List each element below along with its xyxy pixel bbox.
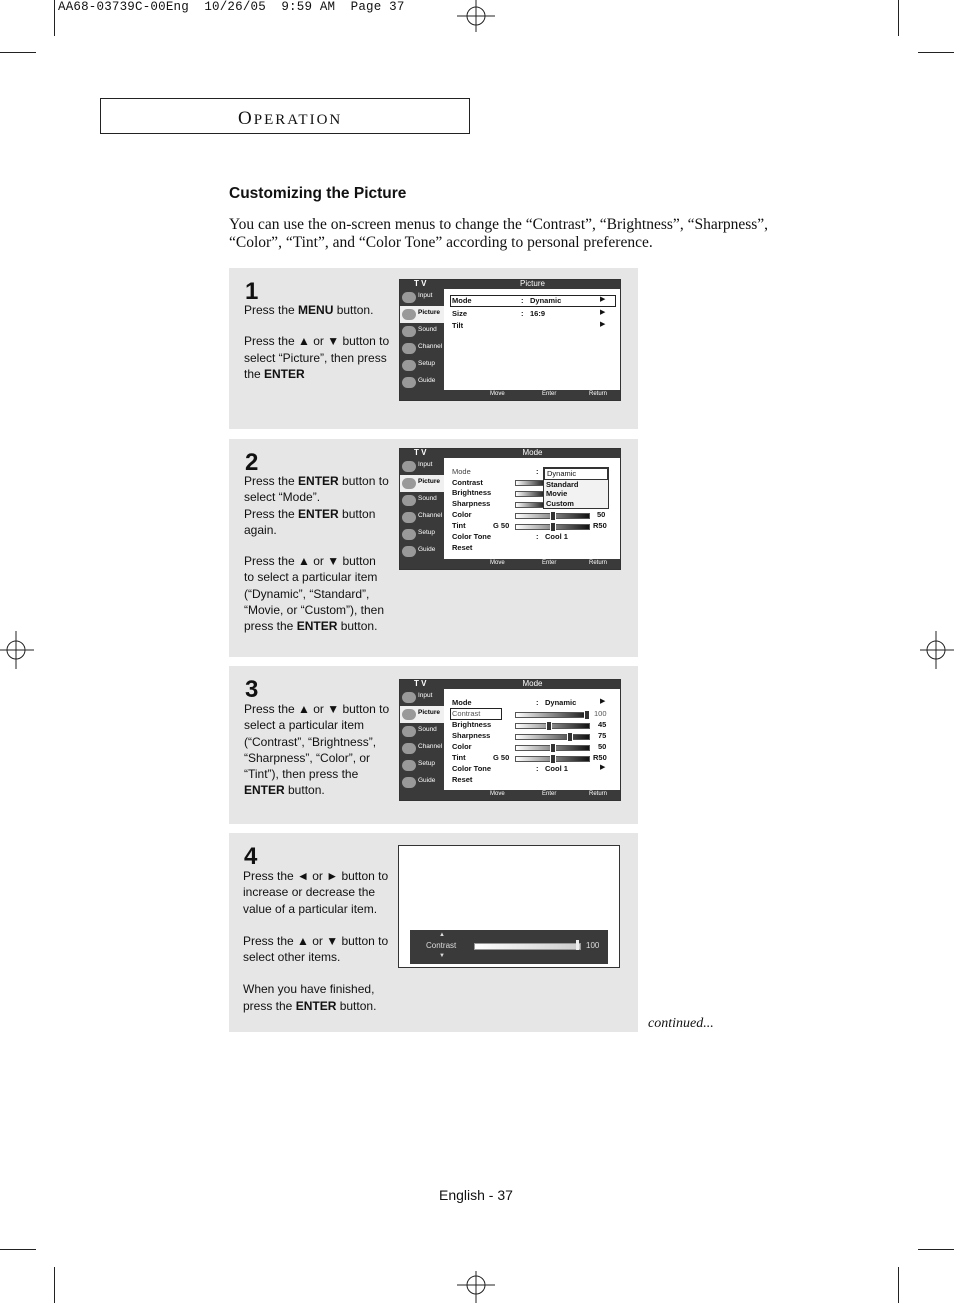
contrast-slider-knob — [584, 710, 590, 720]
sound-icon — [402, 326, 416, 337]
registration-mark-icon — [457, 1265, 495, 1303]
color-slider-knob — [550, 743, 556, 753]
osd-row-sep: : — [521, 296, 524, 305]
right-arrow-icon: ▶ — [600, 296, 606, 303]
osd-footer: Move Enter Return — [400, 790, 620, 800]
input-icon — [402, 692, 416, 703]
page-footer: English - 37 — [439, 1187, 513, 1203]
print-slug: AA68-03739C-00Eng 10/26/05 9:59 AM Page 37 — [58, 0, 405, 14]
osd-row-sep: : — [521, 309, 524, 318]
sidebar-item-sound: Sound — [400, 492, 444, 509]
osd-title-bar: T V Mode — [400, 449, 620, 458]
continued-note: continued... — [648, 1016, 714, 1031]
sidebar-item-input: Input — [400, 458, 444, 475]
dropdown-option: Dynamic — [544, 468, 608, 480]
tint-red-value: R50 — [593, 521, 607, 530]
osd-mode-menu-dropdown — [399, 448, 621, 570]
brightness-slider — [515, 723, 590, 729]
setup-icon — [402, 360, 416, 371]
sidebar-item-guide: Guide — [400, 543, 444, 560]
osd-picture-menu — [399, 279, 621, 401]
osd-contrast-adjust — [398, 845, 620, 968]
sidebar-item-sound: Sound — [400, 723, 444, 740]
dropdown-option: Custom — [546, 498, 574, 508]
brightness-value: 45 — [598, 720, 607, 729]
input-icon — [402, 292, 416, 303]
sidebar-item-input: Input — [400, 289, 444, 306]
sound-icon — [402, 726, 416, 737]
osd-row-value: Dynamic — [530, 296, 562, 305]
intro-paragraph: You can use the on-screen menus to change the “Contrast”, “Brightness”, “Sharpness”, “Color”, “Tint”, and “Color Tone” according to personal preference. — [229, 216, 769, 251]
tint-red-value: R50 — [593, 753, 607, 762]
sidebar-item-channel: Channel — [400, 509, 444, 526]
tint-slider-knob — [550, 522, 556, 532]
step-instructions: Press the ▲ or ▼ button to select a particular item (“Contrast”, “Brightness”, “Sharpness”, “Color”, or “Tint”), then press the ENTER button. — [244, 702, 390, 798]
osd-footer: Move Enter Return — [400, 390, 620, 400]
picture-icon — [402, 478, 416, 489]
sidebar-item-setup: Setup — [400, 757, 444, 774]
tint-green-value: G 50 — [493, 521, 510, 530]
contrast-slider — [515, 712, 590, 718]
osd-row-label: Contrast — [452, 478, 483, 487]
crop-mark — [54, 0, 55, 36]
tint-green-value: G 50 — [493, 753, 510, 762]
osd-row-label: Size — [452, 309, 468, 318]
contrast-slider-knob — [576, 940, 579, 950]
step-number: 2 — [245, 449, 259, 476]
sidebar-item-picture: Picture — [400, 306, 444, 323]
crop-mark — [918, 1249, 954, 1250]
sharpness-slider-knob — [567, 732, 573, 742]
sidebar-item-input: Input — [400, 689, 444, 706]
right-arrow-icon: ▶ — [600, 698, 606, 705]
osd-row-label: Color Tone — [452, 764, 492, 773]
picture-icon — [402, 709, 416, 720]
sidebar-item-channel: Channel — [400, 340, 444, 357]
osd-title-bar: T V Picture — [400, 280, 620, 289]
step-instructions: Press the ◄ or ► button to increase or decrease the value of a particular item. Press the ▲ or ▼ button to select other items. When you have finished, press the ENTER button. — [243, 869, 389, 1013]
osd-row-value: 16:9 — [530, 309, 546, 318]
right-arrow-icon: ▶ — [600, 321, 606, 328]
adjust-bar — [410, 930, 608, 964]
crop-mark — [0, 52, 36, 53]
setup-icon — [402, 760, 416, 771]
sidebar-item-channel: Channel — [400, 740, 444, 757]
osd-sidebar — [400, 458, 444, 562]
adjust-label: Contrast — [426, 941, 457, 950]
adjust-value: 100 — [586, 941, 600, 950]
crop-mark — [898, 0, 899, 36]
crop-mark — [54, 1267, 55, 1303]
osd-row-label: Tint — [452, 753, 466, 762]
dropdown-option: Standard — [546, 479, 579, 489]
section-title: OPERATION — [238, 108, 343, 129]
sidebar-item-picture: Picture — [400, 706, 444, 723]
brightness-slider-knob — [546, 721, 552, 731]
color-tone-value: Cool 1 — [545, 532, 568, 541]
crop-mark — [0, 1249, 36, 1250]
osd-footer: Move Enter Return — [400, 559, 620, 569]
crop-mark — [918, 52, 954, 53]
section-header — [100, 98, 470, 134]
osd-row-label: Tint — [452, 521, 466, 530]
osd-row-label: Sharpness — [452, 731, 491, 740]
sidebar-item-sound: Sound — [400, 323, 444, 340]
osd-sidebar — [400, 689, 444, 793]
channel-icon — [402, 743, 416, 754]
osd-row-sep: : — [536, 532, 539, 541]
input-icon — [402, 461, 416, 472]
osd-title-bar: T V Mode — [400, 680, 620, 689]
contrast-value: 100 — [594, 709, 607, 718]
step-instructions: Press the MENU button. Press the ▲ or ▼ button to select “Picture”, then press the ENTER — [244, 303, 390, 381]
osd-row-label: Mode — [452, 296, 472, 305]
setup-icon — [402, 529, 416, 540]
sharpness-slider — [515, 734, 590, 740]
channel-icon — [402, 512, 416, 523]
mode-dropdown — [543, 467, 609, 509]
sidebar-item-setup: Setup — [400, 526, 444, 543]
osd-mode-menu: T V Mode Input Picture Sound Channel Setup Guide Mode : Dynamic ▶ Contrast Brightness Sharpness Color Tint Color Tone Reset 100 45 75 50 G 50 R50 : Cool 1 ▶ Move Enter Return — [399, 679, 621, 801]
step-instructions: Press the ENTER button to select “Mode”. Press the ENTER button again. Press the ▲ or ▼ button to select a particular item (“Dynamic”, “Standard”, “Movie, or “Custom”), then press the ENTER button. — [244, 474, 389, 634]
step-number: 3 — [245, 676, 259, 703]
osd-row-label: Mode — [452, 467, 471, 476]
down-arrow-icon: ▼ — [439, 953, 445, 959]
osd-row-label: Mode — [452, 698, 472, 707]
color-tone-value: Cool 1 — [545, 764, 568, 773]
page-heading: Customizing the Picture — [229, 185, 407, 202]
osd-row-sep: : — [536, 467, 539, 476]
step-number: 1 — [245, 278, 259, 305]
picture-icon — [402, 309, 416, 320]
right-arrow-icon: ▶ — [600, 309, 606, 316]
color-value: 50 — [598, 742, 607, 751]
osd-row-label: Color Tone — [452, 532, 492, 541]
step-number: 4 — [244, 843, 258, 870]
registration-mark-icon — [916, 631, 954, 669]
registration-mark-icon — [0, 631, 38, 669]
color-value: 50 — [597, 510, 606, 519]
registration-mark-icon — [457, 0, 495, 38]
osd-row-label: Reset — [452, 775, 473, 784]
osd-row-label: Contrast — [452, 709, 481, 718]
sidebar-item-guide: Guide — [400, 374, 444, 391]
dropdown-option: Movie — [546, 489, 568, 498]
contrast-slider — [474, 943, 581, 950]
guide-icon — [402, 377, 416, 388]
osd-row-label: Sharpness — [452, 499, 491, 508]
guide-icon — [402, 777, 416, 788]
crop-mark — [898, 1267, 899, 1303]
osd-row-label: Color — [452, 510, 472, 519]
tint-slider-knob — [550, 754, 556, 764]
color-slider-knob — [550, 511, 556, 521]
osd-row-label: Brightness — [452, 488, 492, 497]
up-arrow-icon: ▲ — [439, 932, 445, 938]
sidebar-item-setup: Setup — [400, 357, 444, 374]
right-arrow-icon: ▶ — [600, 764, 606, 771]
channel-icon — [402, 343, 416, 354]
osd-row-label: Reset — [452, 543, 473, 552]
osd-row-label: Tilt — [452, 321, 464, 330]
sidebar-item-guide: Guide — [400, 774, 444, 791]
osd-row-label: Color — [452, 742, 472, 751]
sidebar-item-picture: Picture — [400, 475, 444, 492]
sound-icon — [402, 495, 416, 506]
guide-icon — [402, 546, 416, 557]
sharpness-value: 75 — [598, 731, 607, 740]
osd-sidebar — [400, 289, 444, 393]
osd-row-label: Brightness — [452, 720, 492, 729]
mode-value: Dynamic — [545, 698, 577, 707]
